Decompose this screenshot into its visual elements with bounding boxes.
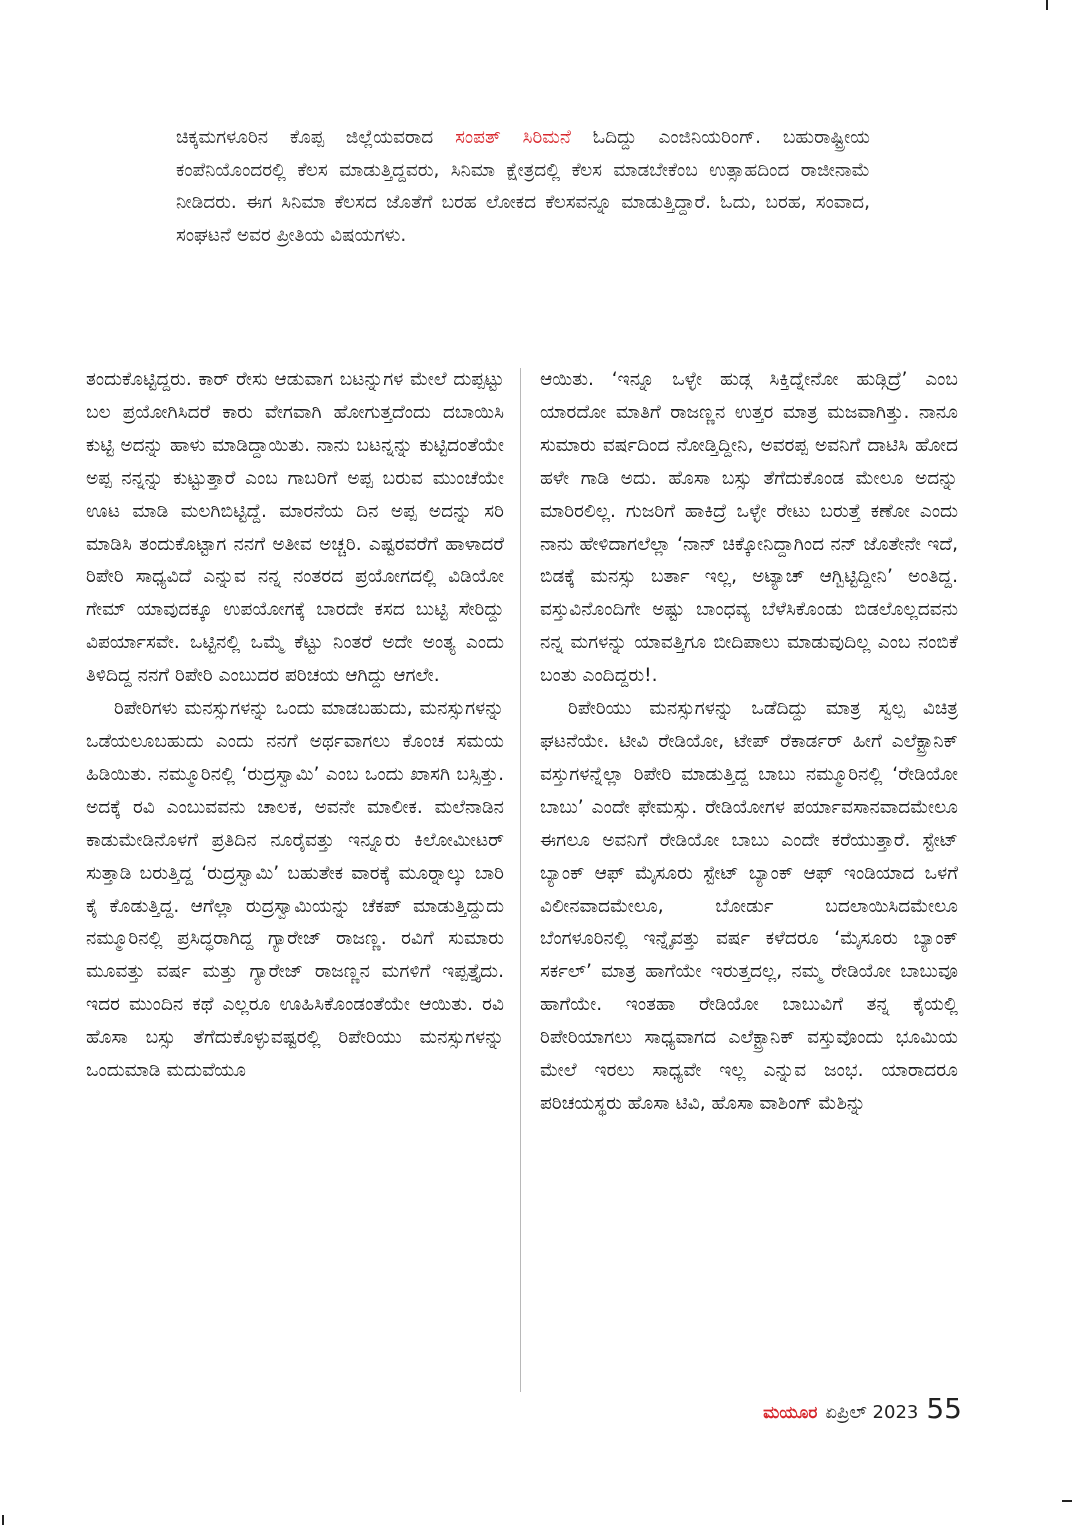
page-number: 55 [926, 1392, 962, 1425]
paragraph: ರಿಪೇರಿಯು ಮನಸ್ಸುಗಳನ್ನು ಒಡೆದಿದ್ದು ಮಾತ್ರ ಸ್ವಲ್ಪ ವಿಚಿತ್ರ ಘಟನೆಯೇ. ಟೀವಿ ರೇಡಿಯೋ, ಟೇಪ್ ರೆಕಾರ್ಡರ್ ಹೀಗೆ ಎಲೆಕ್ಟ್ರಾನಿಕ್ ವಸ್ತುಗಳನ್ನೆಲ್ಲಾ ರಿಪೇರಿ ಮಾಡುತ್ತಿದ್ದ ಬಾಬು ನಮ್ಮೂರಿನಲ್ಲಿ ‘ರೇಡಿಯೋ ಬಾಬು’ ಎಂದೇ ಫೇಮಸ್ಸು. ರೇಡಿಯೋಗಳ ಪರ್ಯಾವಸಾನವಾದಮೇಲೂ ಈಗಲೂ ಅವನಿಗೆ ರೇಡಿಯೋ ಬಾಬು ಎಂದೇ ಕರೆಯುತ್ತಾರೆ. ಸ್ಟೇಟ್ ಬ್ಯಾಂಕ್ ಆಫ್ ಮೈಸೂರು ಸ್ಟೇಟ್ ಬ್ಯಾಂಕ್ ಆಫ್ ಇಂಡಿಯಾದ ಒಳಗೆ ವಿಲೀನವಾದಮೇಲೂ, ಬೋರ್ಡು ಬದಲಾಯಿಸಿದಮೇಲೂ ಬೆಂಗಳೂರಿನಲ್ಲಿ ಇನ್ನೈವತ್ತು ವರ್ಷ ಕಳೆದರೂ ‘ಮೈಸೂರು ಬ್ಯಾಂಕ್ ಸರ್ಕಲ್’ ಮಾತ್ರ ಹಾಗೆಯೇ ಇರುತ್ತದಲ್ಲ, ನಮ್ಮ ರೇಡಿಯೋ ಬಾಬುವೂ ಹಾಗೆಯೇ. ಇಂತಹಾ ರೇಡಿಯೋ ಬಾಬುವಿಗೆ ತನ್ನ ಕೈಯಲ್ಲಿ ರಿಪೇರಿಯಾಗಲು ಸಾಧ್ಯವಾಗದ ಎಲೆಕ್ಟ್ರಾನಿಕ್ ವಸ್ತುವೊಂದು ಭೂಮಿಯ ಮೇಲೆ ಇರಲು ಸಾಧ್ಯವೇ ಇಲ್ಲ ಎನ್ನುವ ಜಂಭ. ಯಾರಾದರೂ ಪರಿಚಯಸ್ಥರು ಹೊಸಾ ಟಿವಿ, ಹೊಸಾ ವಾಶಿಂಗ್ ಮೆಶಿನ್ನು [540, 698, 958, 1114]
article-column-right [540, 364, 958, 1121]
crop-mark-bottom-left [2, 1515, 4, 1525]
author-name: ಸಂಪತ್ ಸಿರಿಮನೆ [455, 127, 571, 148]
paragraph: ರಿಪೇರಿಗಳು ಮನಸ್ಸುಗಳನ್ನು ಒಂದು ಮಾಡಬಹುದು, ಮನಸ್ಸುಗಳನ್ನು ಒಡೆಯಲೂಬಹುದು ಎಂದು ನನಗೆ ಅರ್ಥವಾಗಲು ಕೊಂಚ ಸಮಯ ಹಿಡಿಯಿತು. ನಮ್ಮೂರಿನಲ್ಲಿ ‘ರುದ್ರಸ್ವಾಮಿ’ ಎಂಬ ಒಂದು ಖಾಸಗಿ ಬಸ್ಸಿತ್ತು. ಅದಕ್ಕೆ ರವಿ ಎಂಬುವವನು ಚಾಲಕ, ಅವನೇ ಮಾಲೀಕ. ಮಲೆನಾಡಿನ ಕಾಡುಮೇಡಿನೊಳಗೆ ಪ್ರತಿದಿನ ನೂರೈವತ್ತು ಇನ್ನೂರು ಕಿಲೋಮೀಟರ್ ಸುತ್ತಾಡಿ ಬರುತ್ತಿದ್ದ ‘ರುದ್ರಸ್ವಾಮಿ’ ಬಹುತೇಕ ವಾರಕ್ಕೆ ಮೂರ್‍ನಾಲ್ಕು ಬಾರಿ ಕೈ ಕೊಡುತ್ತಿದ್ದ. ಆಗೆಲ್ಲಾ ರುದ್ರಸ್ವಾಮಿಯನ್ನು ಚೆಕಪ್ ಮಾಡುತ್ತಿದ್ದುದು ನಮ್ಮೂರಿನಲ್ಲಿ ಪ್ರಸಿದ್ಧರಾಗಿದ್ದ ಗ್ಯಾರೇಜ್ ರಾಜಣ್ಣ. ರವಿಗೆ ಸುಮಾರು ಮೂವತ್ತು ವರ್ಷ ಮತ್ತು ಗ್ಯಾರೇಜ್ ರಾಜಣ್ಣನ ಮಗಳಿಗೆ ಇಪ್ಪತ್ತೈದು. ಇದರ ಮುಂದಿನ ಕಥೆ ಎಲ್ಲರೂ ಊಹಿಸಿಕೊಂಡಂತೆಯೇ ಆಯಿತು. ರವಿ ಹೊಸಾ ಬಸ್ಸು ತೆಗೆದುಕೊಳ್ಳುವಷ್ಟರಲ್ಲಿ ರಿಪೇರಿಯು ಮನಸ್ಸುಗಳನ್ನು ಒಂದುಮಾಡಿ ಮದುವೆಯೂ [86, 698, 504, 1082]
column-divider [520, 368, 521, 1392]
crop-mark-bottom-right [1062, 1500, 1072, 1502]
bio-text-after: ಓದಿದ್ದು ಎಂಜಿನಿಯರಿಂಗ್. ಬಹುರಾಷ್ಟ್ರೀಯ ಕಂಪೆನಿಯೊಂದರಲ್ಲಿ ಕೆಲಸ ಮಾಡುತ್ತಿದ್ದವರು, ಸಿನಿಮಾ ಕ್ಷೇತ್ರದಲ್ಲಿ ಕೆಲಸ ಮಾಡಬೇಕೆಂಬ ಉತ್ಸಾಹದಿಂದ ರಾಜೀನಾಮೆ ನೀಡಿದರು. ಈಗ ಸಿನಿಮಾ ಕೆಲಸದ ಜೊತೆಗೆ ಬರಹ ಲೋಕದ ಕೆಲಸವನ್ನೂ ಮಾಡುತ್ತಿದ್ದಾರೆ. ಓದು, ಬರಹ, ಸಂವಾದ, ಸಂಘಟನೆ ಅವರ ಪ್ರೀತಿಯ ವಿಷಯಗಳು. [176, 127, 870, 246]
author-bio [176, 122, 870, 252]
bio-text-before: ಚಿಕ್ಕಮಗಳೂರಿನ ಕೊಪ್ಪ ಜಿಲ್ಲೆಯವರಾದ [176, 127, 456, 148]
page-footer [763, 1392, 962, 1428]
magazine-logo: ಮಯೂರ [763, 1403, 818, 1423]
issue-date: ಏಪ್ರಿಲ್ 2023 [825, 1402, 919, 1423]
paragraph: ಆಯಿತು. ‘ಇನ್ನೂ ಒಳ್ಳೇ ಹುಡ್ಗ ಸಿಕ್ತಿದ್ನೇನೋ ಹುಡ್ಗಿದ್ರೆ’ ಎಂಬ ಯಾರದೋ ಮಾತಿಗೆ ರಾಜಣ್ಣನ ಉತ್ತರ ಮಾತ್ರ ಮಜವಾಗಿತ್ತು. ನಾನೂ ಸುಮಾರು ವರ್ಷದಿಂದ ನೋಡ್ತಿದ್ದೀನಿ, ಅವರಪ್ಪ ಅವನಿಗೆ ದಾಟಿಸಿ ಹೋದ ಹಳೇ ಗಾಡಿ ಅದು. ಹೊಸಾ ಬಸ್ಸು ತೆಗೆದುಕೊಂಡ ಮೇಲೂ ಅದನ್ನು ಮಾರಿರಲಿಲ್ಲ. ಗುಜರಿಗೆ ಹಾಕಿದ್ರೆ ಒಳ್ಳೇ ರೇಟು ಬರುತ್ತೆ ಕಣೋ ಎಂದು ನಾನು ಹೇಳಿದಾಗಲೆಲ್ಲಾ ‘ನಾನ್ ಚಿಕ್ಕೋನಿದ್ದಾಗಿಂದ ನನ್ ಜೊತೇನೇ ಇದೆ, ಬಿಡಕ್ಕೆ ಮನಸ್ಸು ಬರ್ತಾ ಇಲ್ಲ, ಅಟ್ಯಾಚ್ ಆಗ್ಬಿಟ್ಟಿದ್ದೀನಿ’ ಅಂತಿದ್ದ. ವಸ್ತುವಿನೊಂದಿಗೇ ಅಷ್ಟು ಬಾಂಧವ್ಯ ಬೆಳೆಸಿಕೊಂಡು ಬಿಡಲೊಲ್ಲದವನು ನನ್ನ ಮಗಳನ್ನು ಯಾವತ್ತಿಗೂ ಬೀದಿಪಾಲು ಮಾಡುವುದಿಲ್ಲ ಎಂಬ ನಂಬಿಕೆ ಬಂತು ಎಂದಿದ್ದರು!. [540, 369, 958, 687]
crop-mark-top-right [1046, 0, 1048, 10]
paragraph: ತಂದುಕೊಟ್ಟಿದ್ದರು. ಕಾರ್ ರೇಸು ಆಡುವಾಗ ಬಟನ್ನುಗಳ ಮೇಲೆ ದುಪ್ಪಟ್ಟು ಬಲ ಪ್ರಯೋಗಿಸಿದರೆ ಕಾರು ವೇಗವಾಗಿ ಹೋಗುತ್ತದೆಂದು ದಬಾಯಿಸಿ ಕುಟ್ಟಿ ಅದನ್ನು ಹಾಳು ಮಾಡಿದ್ದಾಯಿತು. ನಾನು ಬಟನ್ನನ್ನು ಕುಟ್ಟಿದಂತೆಯೇ ಅಪ್ಪ ನನ್ನನ್ನು ಕುಟ್ಟುತ್ತಾರೆ ಎಂಬ ಗಾಬರಿಗೆ ಅಪ್ಪ ಬರುವ ಮುಂಚೆಯೇ ಊಟ ಮಾಡಿ ಮಲಗಿಬಿಟ್ಟಿದ್ದೆ. ಮಾರನೆಯ ದಿನ ಅಪ್ಪ ಅದನ್ನು ಸರಿ ಮಾಡಿಸಿ ತಂದುಕೊಟ್ಟಾಗ ನನಗೆ ಅತೀವ ಅಚ್ಚರಿ. ಎಷ್ಟರವರೆಗೆ ಹಾಳಾದರೆ ರಿಪೇರಿ ಸಾಧ್ಯವಿದೆ ಎನ್ನುವ ನನ್ನ ನಂತರದ ಪ್ರಯೋಗದಲ್ಲಿ ವಿಡಿಯೋ ಗೇಮ್ ಯಾವುದಕ್ಕೂ ಉಪಯೋಗಕ್ಕೆ ಬಾರದೇ ಕಸದ ಬುಟ್ಟಿ ಸೇರಿದ್ದು ವಿಪರ್ಯಾಸವೇ. ಒಟ್ಟಿನಲ್ಲಿ ಒಮ್ಮೆ ಕೆಟ್ಟು ನಿಂತರೆ ಅದೇ ಅಂತ್ಯ ಎಂದು ತಿಳಿದಿದ್ದ ನನಗೆ ರಿಪೇರಿ ಎಂಬುದರ ಪರಿಚಯ ಆಗಿದ್ದು ಆಗಲೇ. [86, 369, 504, 687]
article-column-left [86, 364, 504, 1088]
